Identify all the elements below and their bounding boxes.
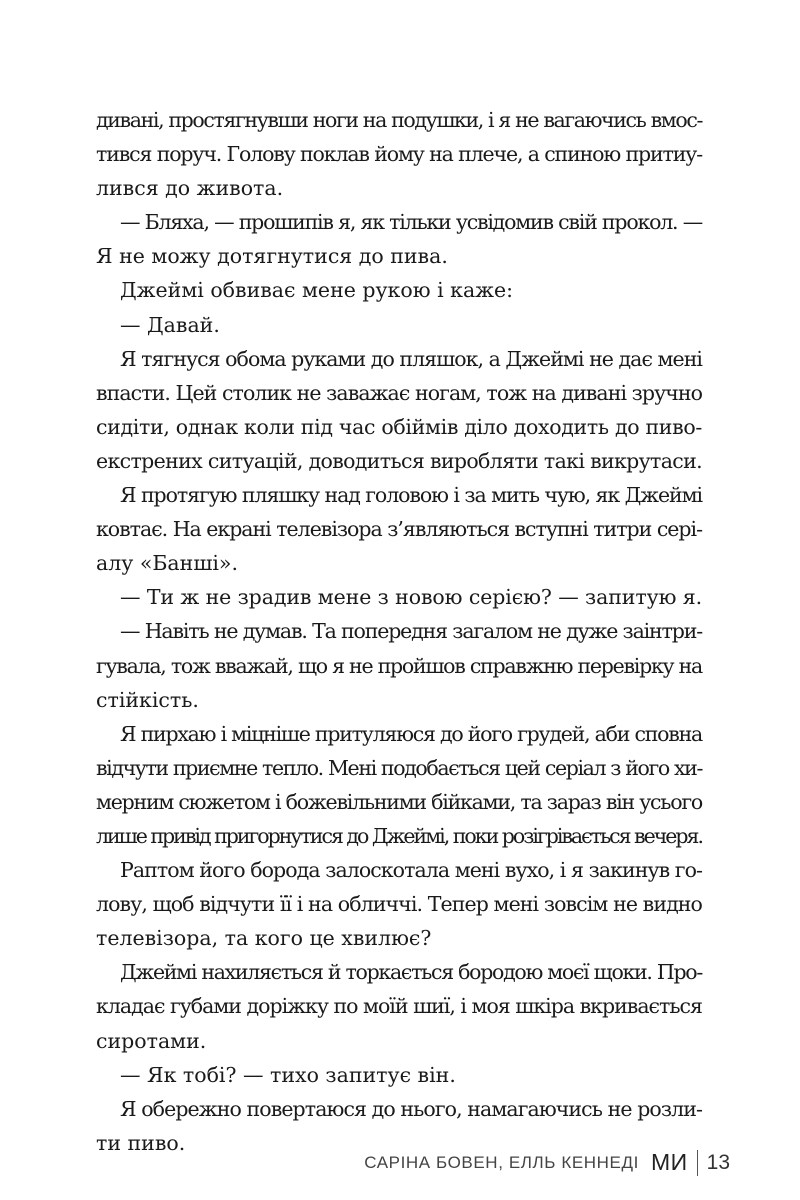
text-line: — Давай.: [120, 312, 220, 337]
text-line: — Бляха, — прошипів я, як тільки усвідомив свій прокол. —: [120, 210, 702, 235]
text-line: відчути приємне тепло. Мені подобається цей серіал з його хи-: [96, 755, 702, 780]
text-line: стійкість.: [96, 687, 199, 712]
text-line: лову, щоб відчути її і на обличчі. Тепер мені зовсім не видно: [96, 892, 702, 917]
body-text: [96, 103, 702, 1160]
footer-authors: САРІНА БОВЕН, ЕЛЛЬ КЕННЕДІ: [364, 1152, 639, 1172]
text-line: впасти. Цей столик не заважає ногам, тож на дивані зручно: [96, 380, 702, 405]
text-line: — Ти ж не зрадив мене з новою серією? — запитую я.: [120, 585, 702, 610]
text-line: Я пирхаю і міцніше притуляюся до його грудей, аби сповна: [120, 721, 702, 746]
text-line: — Як тобі? — тихо запитує він.: [120, 1062, 456, 1087]
footer-separator: [697, 1150, 698, 1176]
text-line: ковтає. На екрані телевізора з’являються вступні титри сері-: [96, 517, 702, 542]
text-line: Раптом його борода залоскотала мені вухо, і я закинув го-: [120, 858, 702, 883]
text-line: сидіти, однак коли під час обіймів діло доходить до пиво-: [96, 414, 702, 439]
text-line: тився поруч. Голову поклав йому на плече, а спиною притиу-: [96, 142, 702, 167]
text-line: Я не можу дотягнутися до пива.: [96, 244, 448, 269]
text-line: — Навіть не думав. Та попередня загалом не дуже заінтри-: [120, 619, 702, 644]
page-footer: [364, 1149, 730, 1176]
text-line: сиротами.: [96, 1028, 207, 1053]
text-line: Я протягую пляшку над головою і за мить чую, як Джеймі: [120, 483, 702, 508]
text-line: Я обережно повертаюся до нього, намагаючись не розли-: [120, 1096, 702, 1121]
text-line: Джеймі обвиває мене рукою і каже:: [120, 278, 514, 303]
text-line: екстрених ситуацій, доводиться виробляти такі викрутаси.: [96, 448, 702, 473]
text-line: гувала, тож вважай, що я не пройшов справжню перевірку на: [96, 653, 702, 678]
text-line: дивані, простягнувши ноги на подушки, і я не вагаючись вмос-: [96, 108, 702, 132]
text-line: мерним сюжетом і божевільними бійками, та зараз він усього: [96, 789, 702, 814]
text-line: ти пиво.: [96, 1130, 186, 1155]
text-line: алу «Банші».: [96, 551, 238, 576]
text-line: телевізора, та кого це хвилює?: [96, 926, 432, 951]
text-line: кладає губами доріжку по моїй шиї, і моя шкіра вкривається: [96, 994, 702, 1019]
text-line: Я тягнуся обома руками до пляшок, а Джеймі не дає мені: [120, 346, 702, 371]
text-line: Джеймі нахиляється й торкається бородою моєї щоки. Про-: [120, 960, 702, 985]
page-number: 13: [706, 1150, 730, 1174]
text-line: лише привід пригорнутися до Джеймі, поки розігрівається вечеря.: [96, 823, 702, 848]
footer-book-title: МИ: [650, 1149, 688, 1175]
text-line: лився до живота.: [96, 176, 284, 201]
